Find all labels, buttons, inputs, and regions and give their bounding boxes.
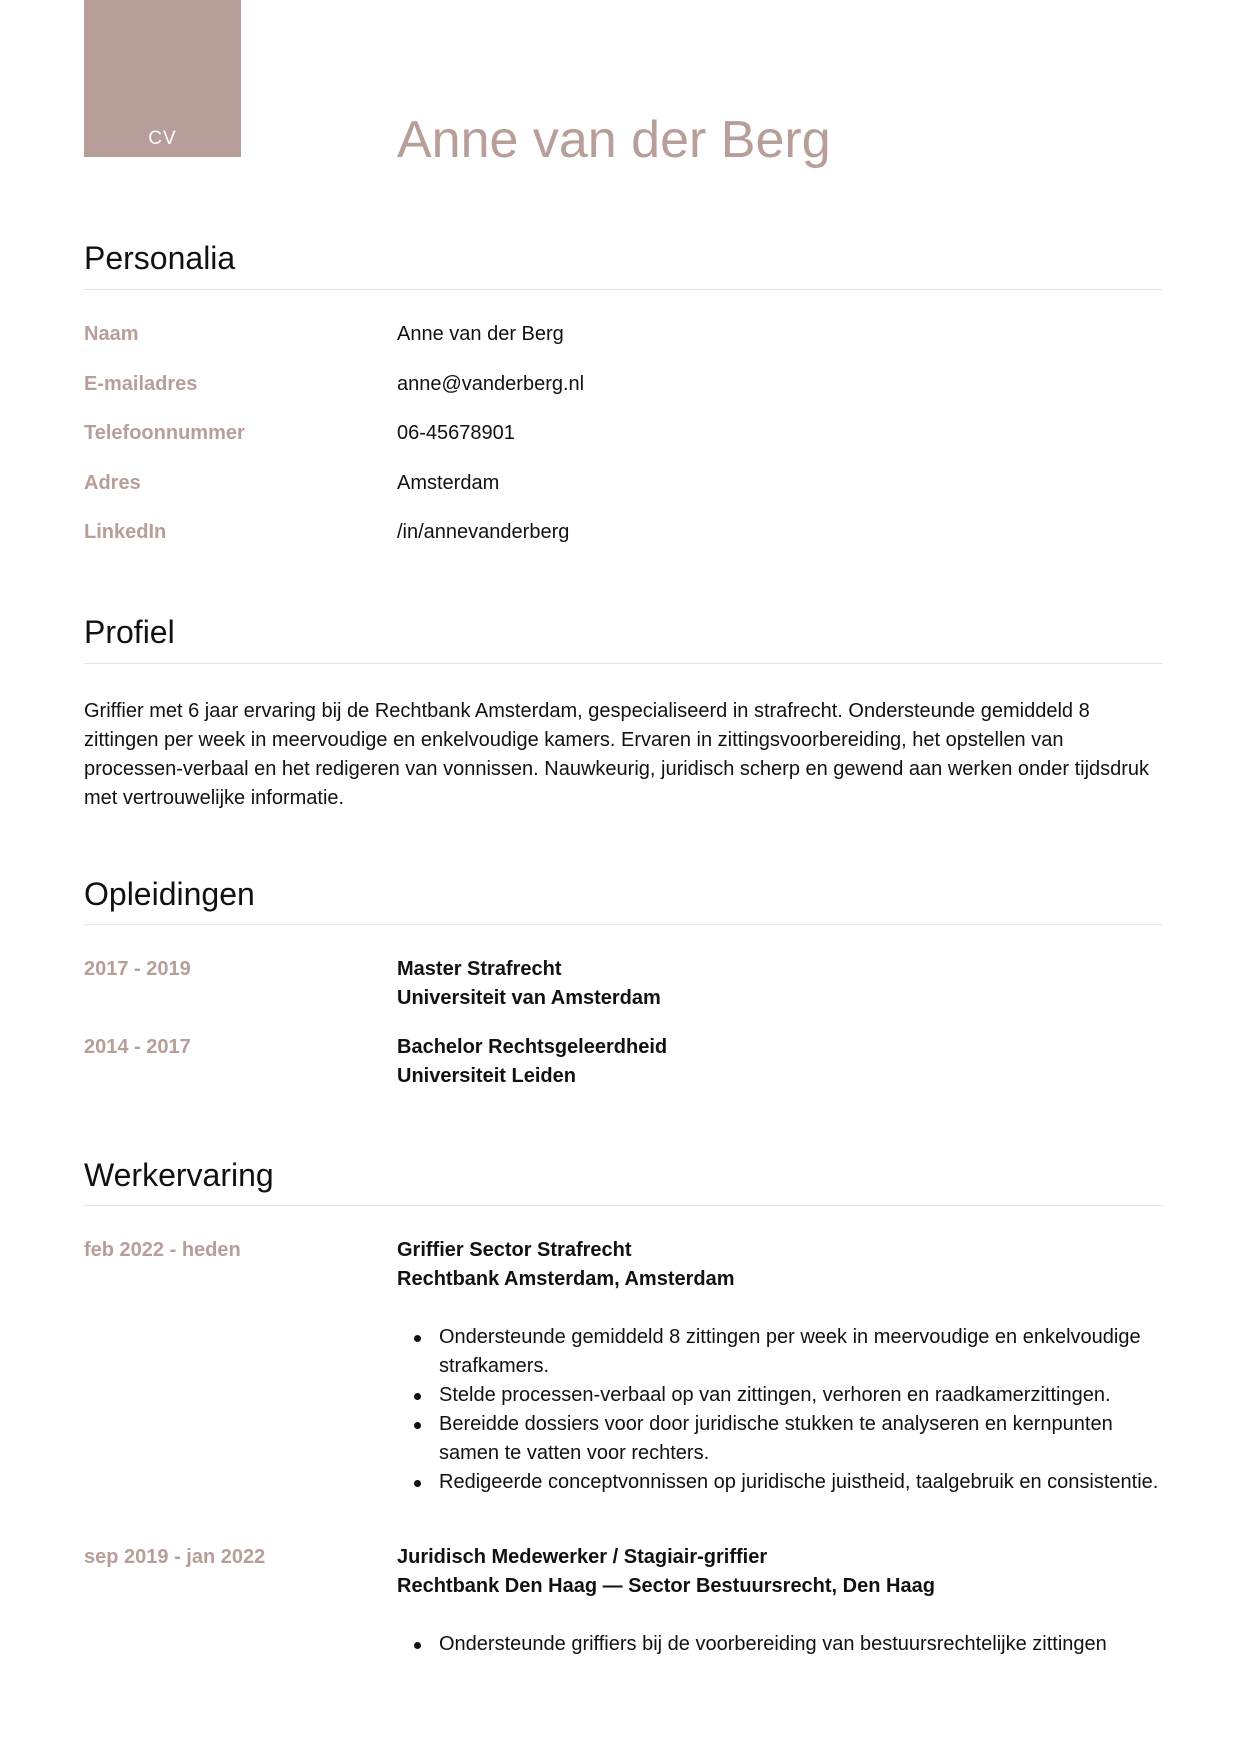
section-divider [84, 663, 1163, 664]
field-label: E-mailadres [84, 373, 198, 395]
section-heading-profiel: Profiel [84, 614, 175, 650]
field-label: LinkedIn [84, 521, 167, 543]
entry-title: Griffier Sector Strafrecht [397, 1239, 632, 1261]
entry-title: Juridisch Medewerker / Stagiair-griffier [397, 1546, 768, 1568]
entry-organization: Universiteit Leiden [397, 1065, 576, 1087]
entry-organization: Universiteit van Amsterdam [397, 987, 661, 1009]
list-item: Ondersteunde griffiers bij de voorbereiding van bestuursrechtelijke zittingen [439, 1630, 1163, 1659]
section-heading-personalia: Personalia [84, 240, 236, 276]
responsibilities-list [397, 1323, 1163, 1497]
section-divider [84, 289, 1163, 290]
entry-period: 2014 - 2017 [84, 1036, 191, 1058]
candidate-name: Anne van der Berg [397, 111, 831, 169]
list-item: Redigeerde conceptvonnissen op juridische juistheid, taalgebruik en consistentie. [439, 1468, 1163, 1497]
list-item: Bereidde dossiers voor door juridische stukken te analyseren en kernpunten samen te vatten voor rechters. [439, 1410, 1163, 1468]
entry-title: Master Strafrecht [397, 958, 562, 980]
section-heading-opleidingen: Opleidingen [84, 876, 255, 912]
entry-period: feb 2022 - heden [84, 1239, 241, 1261]
entry-title: Bachelor Rechtsgeleerdheid [397, 1036, 668, 1058]
entry-organization: Rechtbank Amsterdam, Amsterdam [397, 1268, 735, 1290]
field-value: Anne van der Berg [397, 323, 564, 345]
cv-label: CV [148, 128, 177, 149]
entry-period: 2017 - 2019 [84, 958, 191, 980]
list-item: Stelde processen-verbaal op van zittingen, verhoren en raadkamerzittingen. [439, 1381, 1163, 1410]
entry-period: sep 2019 - jan 2022 [84, 1546, 266, 1568]
field-label: Telefoonnummer [84, 422, 245, 444]
entry-organization: Rechtbank Den Haag — Sector Bestuursrecht, Den Haag [397, 1575, 935, 1597]
field-label: Adres [84, 472, 141, 494]
list-item: Ondersteunde gemiddeld 8 zittingen per week in meervoudige en enkelvoudige strafkamers. [439, 1323, 1163, 1381]
field-value: /in/annevanderberg [397, 521, 570, 543]
section-divider [84, 924, 1163, 925]
responsibilities-list [397, 1630, 1163, 1659]
field-value: 06-45678901 [397, 422, 515, 444]
field-label: Naam [84, 323, 139, 345]
profile-summary: Griffier met 6 jaar ervaring bij de Rechtbank Amsterdam, gespecialiseerd in strafrecht. Ondersteunde gemiddeld 8 zittingen per week in meervoudige en enkelvoudige kamers. Ervaren in zittingsvoorbereiding, het opstellen van processen-verbaal en het redigeren van vonnissen. Nauwkeurig, juridisch scherp en gewend aan werken onder tijdsdruk met vertrouwelijke informatie. [84, 700, 1150, 809]
field-value: Amsterdam [397, 472, 500, 494]
field-value: anne@vanderberg.nl [397, 373, 585, 395]
section-divider [84, 1205, 1163, 1206]
section-heading-werkervaring: Werkervaring [84, 1157, 274, 1193]
cv-photo-placeholder [84, 0, 241, 157]
